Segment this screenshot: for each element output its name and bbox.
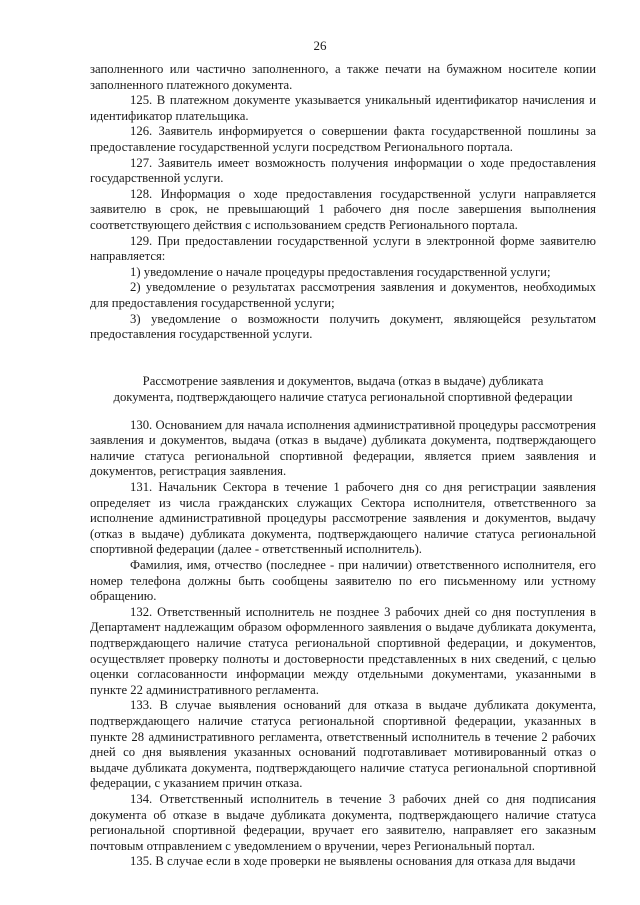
page-number: 26	[313, 38, 327, 53]
paragraph-126: 126. Заявитель информируется о совершении факта государственной пошлины за предоставление государственной услуги посредством Регионального портала.	[90, 124, 596, 154]
paragraph-128: 128. Информация о ходе предоставления государственной услуги направляется заявителю в срок, не превышающий 1 рабочего дня после завершения выполнения соответствующего действия с использованием средств Регионального портала.	[90, 186, 596, 232]
top-paragraphs	[90, 62, 596, 343]
section-heading-line-1: Рассмотрение заявления и документов, выдача (отказ в выдаче) дубликата	[142, 373, 544, 388]
paragraph-131: 131. Начальник Сектора в течение 1 рабочего дня со дня регистрации заявления определяет из числа гражданских служащих Сектора исполнителя, ответственного за исполнение административной процедуры рассмотрение заявления и документов, выдачу (отказ в выдаче) дубликата документа, подтверждающего наличие статуса региональной спортивной федерации (далее - ответственный исполнитель).	[90, 480, 596, 557]
paragraph-contact-info: Фамилия, имя, отчество (последнее - при наличии) ответственного исполнителя, его номер телефона должны быть сообщены заявителю по его письменному или устному обращению.	[90, 558, 596, 604]
list-item-1: 1) уведомление о начале процедуры предоставления государственной услуги;	[130, 264, 551, 279]
section-heading-line-2: документа, подтверждающего наличие статуса региональной спортивной федерации	[113, 389, 573, 404]
paragraph-135: 135. В случае если в ходе проверки не выявлены основания для отказа для выдачи	[130, 854, 576, 869]
bottom-paragraphs	[90, 418, 596, 870]
paragraph-130: 130. Основанием для начала исполнения административной процедуры рассмотрения заявления и документов, выдача (отказ в выдаче) дубликата документа, подтверждающего наличие статуса региональной спортивной федерации, является прием заявления и документов, регистрация заявления.	[90, 417, 596, 479]
paragraph-129: 129. При предоставлении государственной услуги в электронной форме заявителю направляется:	[90, 233, 596, 264]
paragraph-continuation: заполненного или частично заполненного, а также печати на бумажном носителе копии заполненного платежного документа.	[90, 62, 596, 92]
paragraph-133: 133. В случае выявления оснований для отказа в выдаче дубликата документа, подтверждающего наличие статуса региональной спортивной федерации, указанных в пункте 28 административного регламента, ответственный исполнитель в течение 2 рабочих дней со дня выявления указанных оснований подготавливает мотивированный отказ о выдаче дубликата документа, подтверждающего наличие статуса региональной спортивной федерации, с указанием причин отказа.	[90, 698, 596, 791]
paragraph-127: 127. Заявитель имеет возможность получения информации о ходе предоставления государственной услуги.	[90, 155, 596, 186]
paragraph-125: 125. В платежном документе указывается уникальный идентификатор начисления и идентификатор плательщика.	[90, 93, 596, 123]
document-body	[90, 62, 596, 870]
section-heading	[90, 373, 596, 405]
list-item-2: 2) уведомление о результатах рассмотрения заявления и документов, необходимых для предоставления государственной услуги;	[90, 280, 596, 310]
paragraph-132: 132. Ответственный исполнитель не позднее 3 рабочих дней со дня поступления в Департамент надлежащим образом оформленного заявления о выдаче дубликата документа, подтверждающего наличие статуса региональной спортивной федерации, и документов, осуществляет проверку полноты и достоверности представленных в них сведений, с целью оценки согласованности информации между отдельными документами, указанными в пункте 22 административного регламента.	[90, 604, 596, 697]
paragraph-134: 134. Ответственный исполнитель в течение 3 рабочих дней со дня подписания документа об отказе в выдаче дубликата документа, подтверждающего наличие статуса региональной спортивной федерации, вручает его заявителю, направляет его заказным почтовым отправлением с уведомлением о вручении, через Региональный портал.	[90, 791, 596, 853]
list-item-3: 3) уведомление о возможности получить документ, являющейся результатом предоставления государственной услуги.	[90, 311, 596, 342]
